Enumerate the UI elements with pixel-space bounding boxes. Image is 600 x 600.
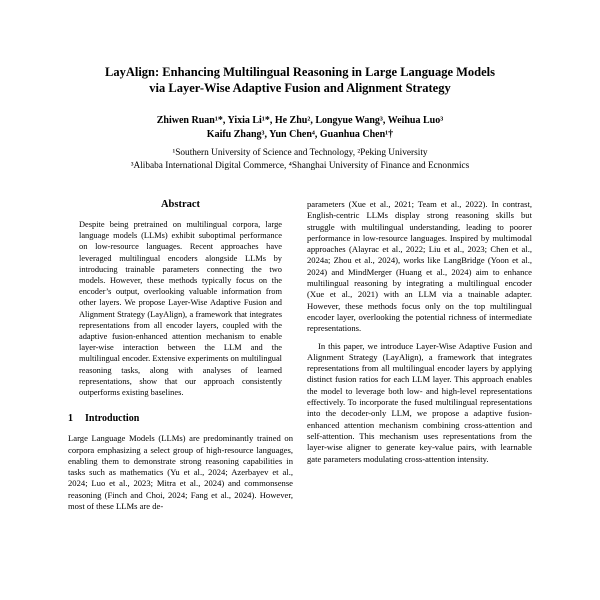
- affiliation-list: [68, 147, 532, 173]
- paper-title-line-1: LayAlign: Enhancing Multilingual Reasoning in Large Language Models: [105, 65, 495, 79]
- author-line-1: Zhiwen Ruan¹*, Yixia Li¹*, He Zhu², Longyue Wang³, Weihua Luo³: [156, 115, 444, 126]
- introduction-paragraph: Large Language Models (LLMs) are predominantly trained on corpora emphasizing a select group of high-resource languages, enabling them to demonstrate strong reasoning capabilities in tasks such as mathematics (Yu et al., 2024; Azerbayev et al., 2024; Luo et al., 2023; Mitra et al., 2024) and commonsense reasoning (Finch and Choi, 2024; Fang et al., 2024). However, most of these LLMs are de-: [68, 433, 293, 512]
- abstract-body: Despite being pretrained on multilingual corpora, large language models (LLMs) exhibit suboptimal performance on low-resource languages. Recent approaches have leveraged multilingual encoders alongside LLMs by introducing trainable parameters connecting the two models. However, these methods typically focus on the encoder’s output, overlooking valuable information from other layers. We propose Layer-Wise Adaptive Fusion and Alignment Strategy (LayAlign), a framework that integrates representations from all encoder layers, coupled with the adaptive fusion-enhanced attention mechanism to enable layer-wise interaction between the LLM and the multilingual encoder. Extensive experiments on multilingual reasoning tasks, along with analyses of learned representations, show that our approach consistently outperforms existing baselines.: [79, 220, 282, 398]
- two-column-body: [68, 199, 532, 512]
- right-column-paragraph-2: In this paper, we introduce Layer-Wise Adaptive Fusion and Alignment Strategy (LayAlign), a framework that integrates representations from all multilingual encoder layers by applying distinct fusion ratios for each LLM layer. This approach enables the model to leverage both low- and high-level representations effectively. To incorporate the fused multilingual representations into the decoder-only LLM, we propose a adaptive fusion-enhanced attention mechanism combining cross-attention and self-attention. This mechanism uses representations from the layer-wise aligner to generate key-value pairs, with learnable gate parameters modulating cross-attention intensity.: [307, 340, 532, 464]
- affiliation-line-2: ³Alibaba International Digital Commerce, ⁴Shanghai University of Finance and Ecnonmics: [130, 161, 470, 171]
- right-column: [307, 199, 532, 512]
- abstract-heading: Abstract: [160, 199, 201, 210]
- paper-title: [68, 64, 532, 96]
- affiliation-line-1: ¹Southern University of Science and Technology, ²Peking University: [172, 148, 428, 158]
- left-column: [68, 199, 293, 512]
- right-column-paragraph-1: parameters (Xue et al., 2021; Team et al., 2022). In contrast, English-centric LLMs display strong reasoning skills but struggle with multilingual understanding, leading to poorer performance in low-resource languages. Inspired by multimodal approaches (Alayrac et al., 2022; Liu et al., 2023; Chen et al., 2024a; Zhou et al., 2024), works like LangBridge (Yoon et al., 2024) and MindMerger (Huang et al., 2024) aim to enhance multilingual reasoning by integrating a multilingual encoder (Xue et al., 2021) with an LLM via a tnainable adapter. However, these methods focus only on the top multilingual encoder layer, overlooking the potential richness of intermediate representations.: [307, 199, 532, 334]
- section-number: 1: [68, 413, 73, 425]
- paper-title-line-2: via Layer-Wise Adaptive Fusion and Alignment Strategy: [149, 81, 451, 95]
- author-list: [68, 114, 532, 142]
- author-line-2: Kaifu Zhang³, Yun Chen⁴, Guanhua Chen¹†: [206, 129, 394, 140]
- section-heading-introduction: [68, 413, 293, 424]
- section-label: Introduction: [85, 413, 140, 425]
